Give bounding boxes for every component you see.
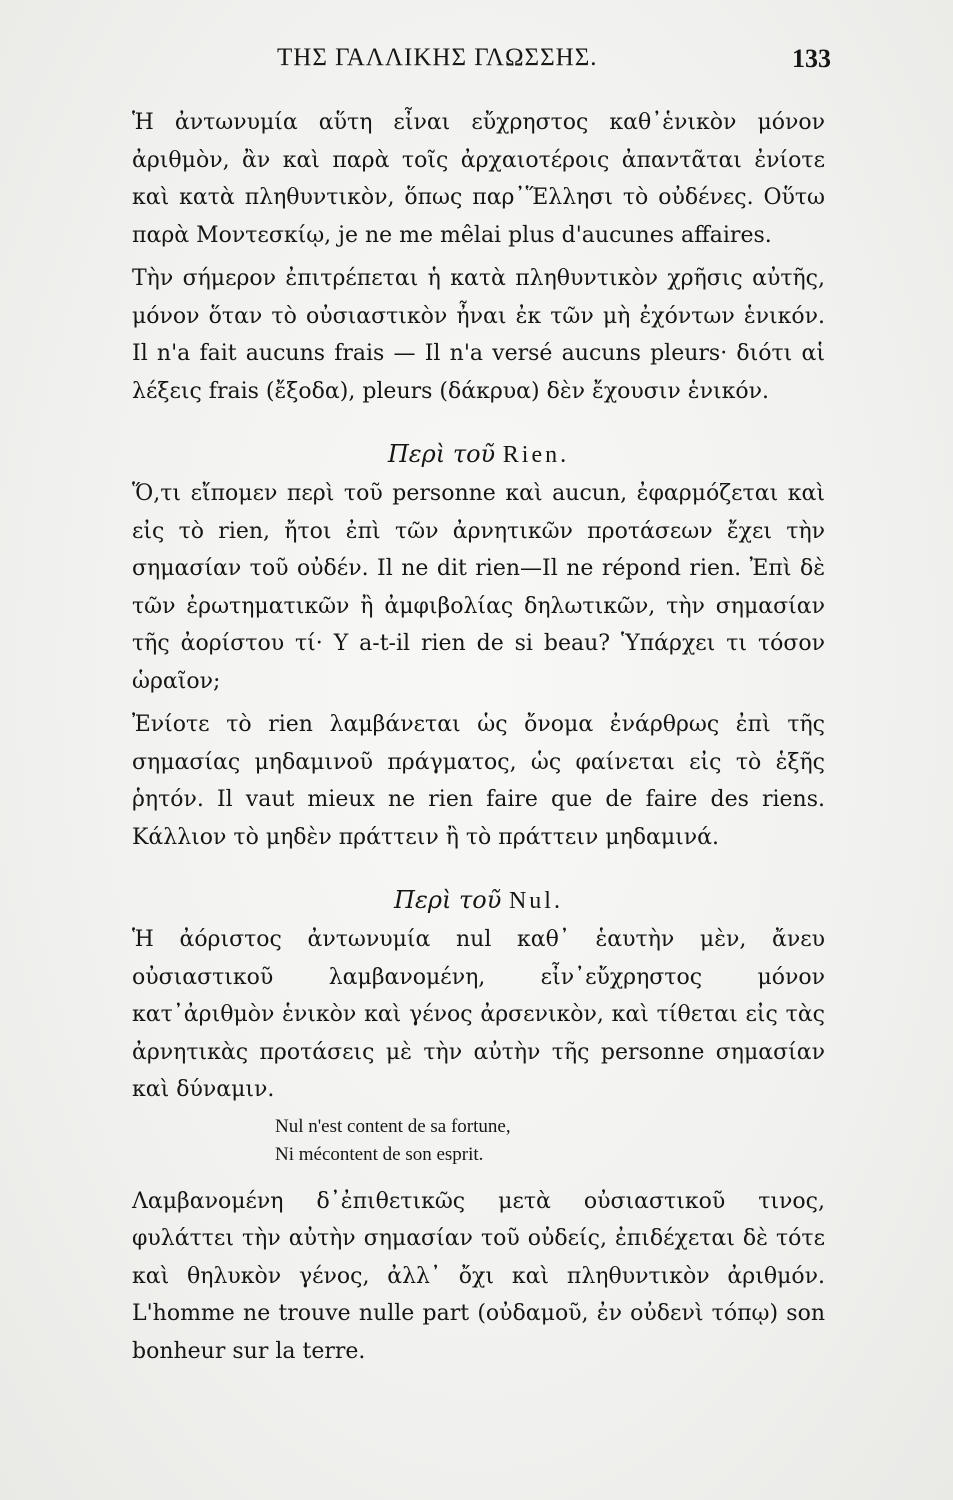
section-title-nul (132, 886, 825, 915)
verse-quote (275, 1113, 825, 1169)
paragraph-1: Ἡ ἀντωνυμία αὕτη εἶναι εὔχρηστος καθ᾽ἑνικὸν μόνον ἀριθμὸν, ἂν καὶ παρὰ τοῖς ἀρχαιοτέροις ἀπαντᾶται ἐνίοτε καὶ κατὰ πληθυντικὸν, ὅπως παρ᾽Ἕλλησι τὸ οὐδένες. Οὕτω παρὰ Μοντεσκίῳ, je ne me mêlai plus d'aucunes affaires. (132, 110, 825, 248)
section-title-nul-prefix: Περὶ τοῦ (394, 886, 502, 914)
paragraph-6: Λαμβανομένη δ᾽ἐπιθετικῶς μετὰ οὐσιαστικοῦ τινος, φυλάττει τὴν αὐτὴν σημασίαν τοῦ οὐδείς, ἐπιδέχεται δὲ τότε καὶ θηλυκὸν γένος, ἀλλ᾽ ὄχι καὶ πληθυντικὸν ἀριθμόν. L'homme ne trouve nulle part (οὐδαμοῦ, ἐν οὐδενὶ τόπῳ) son bonheur sur la terre. (132, 1188, 825, 1364)
verse-line-1: Nul n'est content de sa fortune, (275, 1115, 511, 1137)
verse-line-2: Ni mécontent de son esprit. (275, 1143, 484, 1165)
running-title: ΤΗΣ ΓΑΛΛΙΚΗΣ ΓΛΩΣΣΗΣ. (277, 44, 598, 71)
paragraph-5: Ἡ ἀόριστος ἀντωνυμία nul καθ᾽ ἑαυτὴν μὲν, ἄνευ οὐσιαστικοῦ λαμβανομένη, εἶν᾽εὔχρηστος μόνον κατ᾽ἀριθμὸν ἑνικὸν καὶ γένος ἀρσενικὸν, καὶ τίθεται εἰς τὰς ἀρνητικὰς προτάσεις μὲ τὴν αὐτὴν τῆς personne σημασίαν καὶ δύναμιν. (132, 927, 825, 1102)
paragraph-3: Ὅ,τι εἴπομεν περὶ τοῦ personne καὶ aucun, ἐφαρμόζεται καὶ εἰς τὸ rien, ἤτοι ἐπὶ τῶν ἀρνητικῶν προτάσεων ἔχει τὴν σημασίαν τοῦ οὐδέν. Il ne dit rien—Il ne répond rien. Ἐπὶ δὲ τῶν ἐρωτηματικῶν ἢ ἀμφιβολίας δηλωτικῶν, τὴν σημασίαν τῆς ἀορίστου τί· Y a-t-il rien de si beau? Ὑπάρχει τι τόσον ὡραῖον; (132, 481, 825, 694)
paragraph-2: Τὴν σήμερον ἐπιτρέπεται ἡ κατὰ πληθυντικὸν χρῆσις αὐτῆς, μόνον ὅταν τὸ οὐσιαστικὸν ἦναι ἐκ τῶν μὴ ἐχόντων ἑνικόν. Il n'a fait aucuns frais — Il n'a versé aucuns pleurs· διότι αἱ λέξεις frais (ἔξοδα), pleurs (δάκρυα) δὲν ἔχουσιν ἑνικόν. (132, 266, 825, 404)
section-title-rien-word: Rien. (502, 442, 570, 468)
section-title-rien-prefix: Περὶ τοῦ (387, 440, 496, 468)
page-header (132, 44, 831, 88)
section-title-nul-word: Nul. (508, 888, 563, 914)
page-number: 133 (792, 44, 831, 73)
section-title-rien (132, 440, 825, 469)
paragraph-4: Ἐνίοτε τὸ rien λαμβάνεται ὡς ὄνομα ἐνάρθρως ἐπὶ τῆς σημασίας μηδαμινοῦ πράγματος, ὡς φαίνεται εἰς τὸ ἑξῆς ῥητόν. Il vaut mieux ne rien faire que de faire des riens. Κάλλιον τὸ μηδὲν πράττειν ἢ τὸ πράττειν μηδαμινά. (132, 712, 825, 850)
